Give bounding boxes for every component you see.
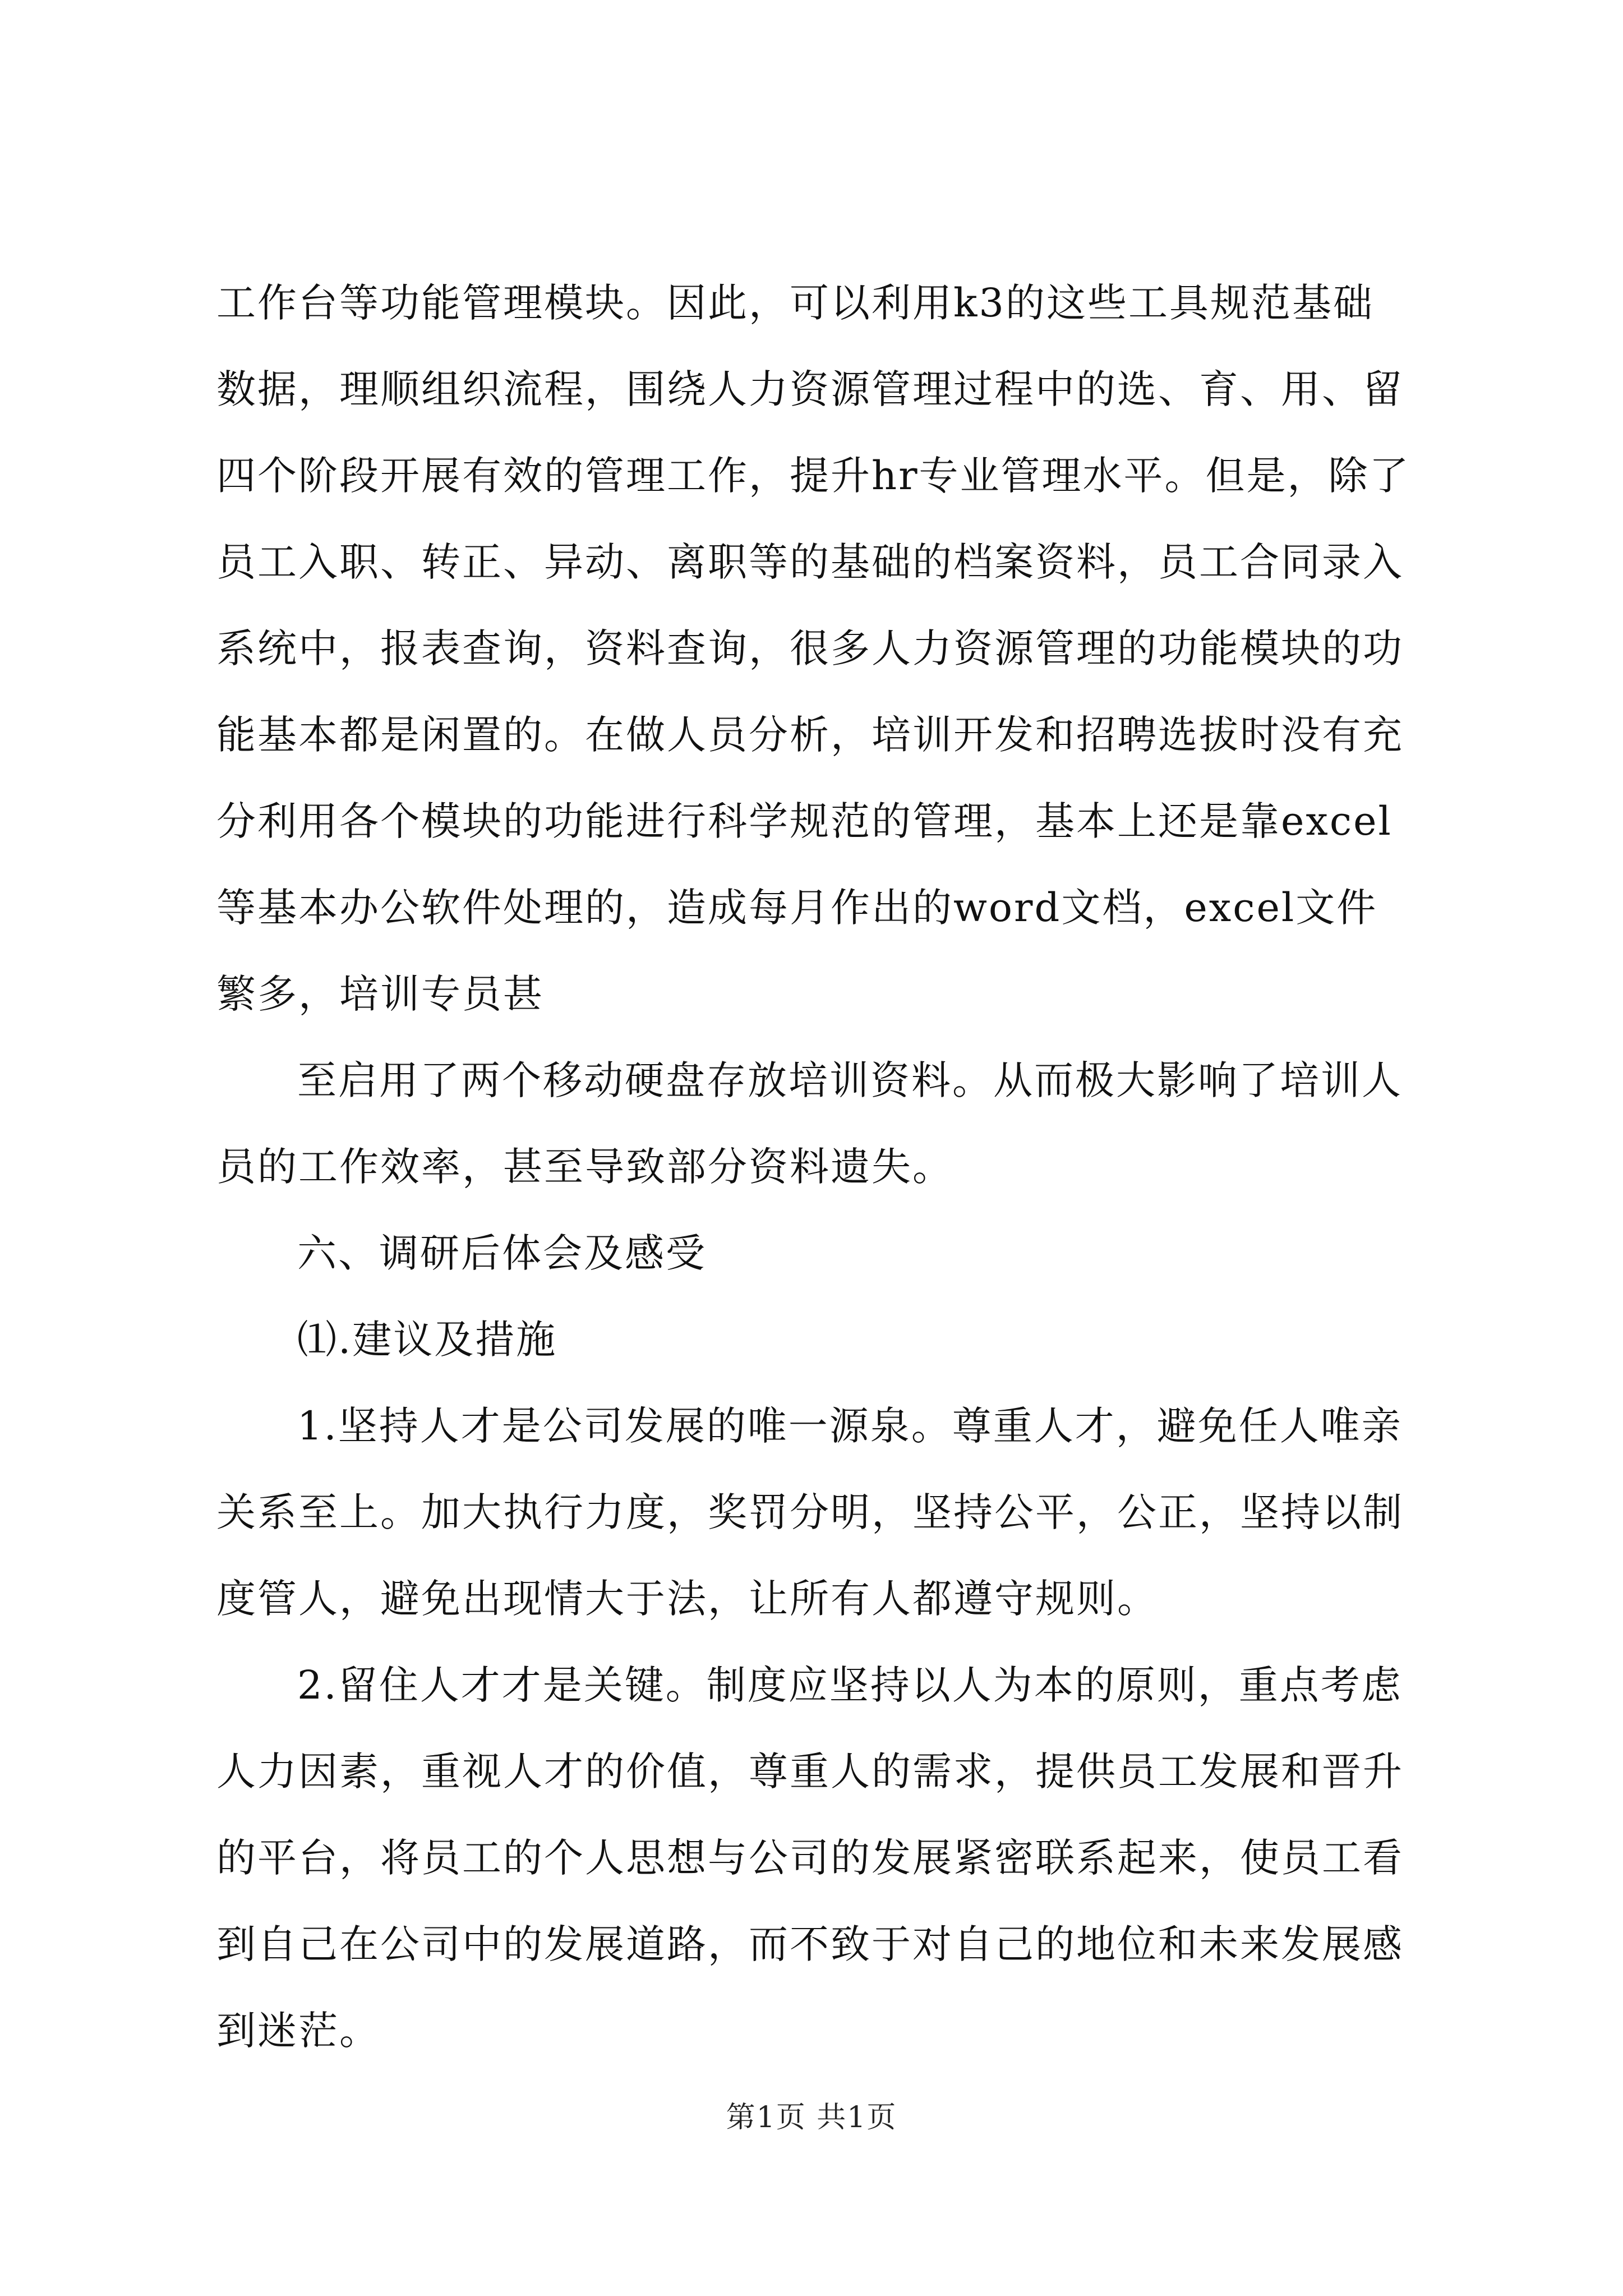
subsection-heading: ⑴.建议及措施 (297, 1317, 557, 1363)
paragraph: 至启用了两个移动硬盘存放培训资料。从而极大影响了培训人员的工作效率，甚至导致部分资料遗失。 (216, 1057, 1403, 1190)
paragraph-item-2: 2.留住人才才是关键。制度应坚持以人为本的原则，重点考虑人力因素，重视人才的价值，尊重人的需求，提供员工发展和晋升的平台，将员工的个人思想与公司的发展紧密联系起来，使员工看到自己在公司中的发展道路，而不致于对自己的地位和未来发展感到迷茫。 (216, 1662, 1404, 2054)
section-heading: 六、调研后体会及感受 (297, 1230, 707, 1276)
document-body (216, 260, 1411, 2074)
page-footer: 第1页 共1页 (726, 2101, 897, 2134)
paragraph-continuation: 工作台等功能管理模块。因此，可以利用k3的这些工具规范基础数据，理顺组织流程，围绕人力资源管理过程中的选、育、用、留四个阶段开展有效的管理工作，提升hr专业管理水平。但是，除了员工入职、转正、异动、离职等的基础的档案资料，员工合同录入系统中，报表查询，资料查询，很多人力资源管理的功能模块的功能基本都是闲置的。在做人员分析，培训开发和招聘选拔时没有充分利用各个模块的功能进行科学规范的管理，基本上还是靠excel等基本办公软件处理的，造成每月作出的word文档，excel文件繁多，培训专员甚 (216, 280, 1410, 1017)
paragraph-item-1: 1.坚持人才是公司发展的唯一源泉。尊重人才，避免任人唯亲关系至上。加大执行力度，奖罚分明，坚持公平，公正，坚持以制度管人，避免出现情大于法，让所有人都遵守规则。 (216, 1403, 1404, 1622)
